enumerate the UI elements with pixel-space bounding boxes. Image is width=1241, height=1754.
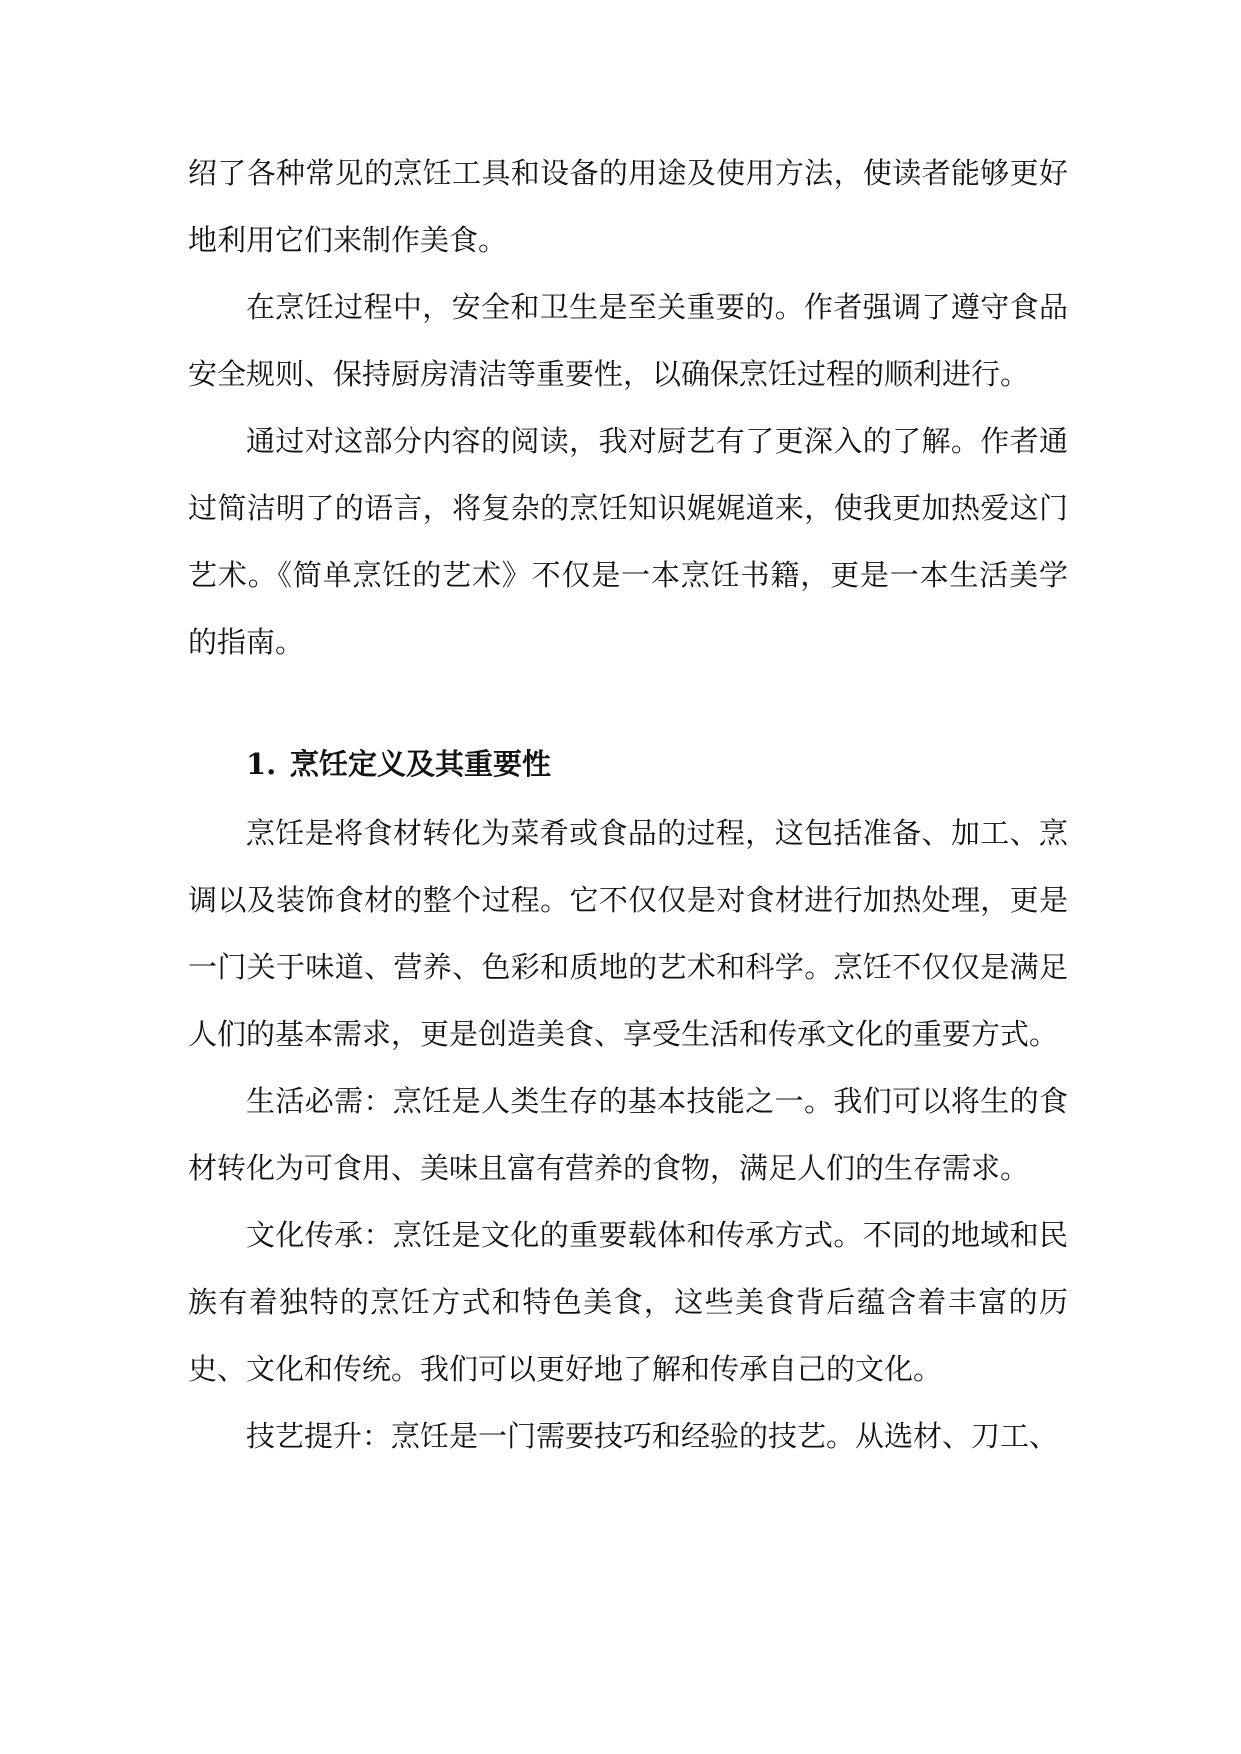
paragraph-tools: 绍了各种常见的烹饪工具和设备的用途及使用方法，使读者能够更好地利用它们来制作美食。 <box>188 156 1068 257</box>
section-number: 1. <box>246 747 277 781</box>
paragraph-culture: 文化传承：烹饪是文化的重要载体和传承方式。不同的地域和民族有着独特的烹饪方式和特色美食，这些美食背后蕴含着丰富的历史、文化和传统。我们可以更好地了解和传承自己的文化。 <box>188 1218 1068 1386</box>
paragraph-skill: 技艺提升：烹饪是一门需要技巧和经验的技艺。从选材、刀工、 <box>246 1419 1059 1453</box>
document-page <box>188 140 1068 1470</box>
paragraph-necessity: 生活必需：烹饪是人类生存的基本技能之一。我们可以将生的食材转化为可食用、美味且富有营养的食物，满足人们的生存需求。 <box>188 1084 1068 1185</box>
paragraph-definition: 烹饪是将食材转化为菜肴或食品的过程，这包括准备、加工、烹调以及装饰食材的整个过程。它不仅仅是对食材进行加热处理，更是一门关于味道、营养、色彩和质地的艺术和科学。烹饪不仅仅是满足人们的基本需求，更是创造美食、享受生活和传承文化的重要方式。 <box>188 816 1068 1051</box>
paragraph-safety: 在烹饪过程中，安全和卫生是至关重要的。作者强调了遵守食品安全规则、保持厨房清洁等重要性，以确保烹饪过程的顺利进行。 <box>188 290 1068 391</box>
paragraph-reflection: 通过对这部分内容的阅读，我对厨艺有了更深入的了解。作者通过简洁明了的语言，将复杂的烹饪知识娓娓道来，使我更加热爱这门艺术。《简单烹饪的艺术》不仅是一本烹饪书籍，更是一本生活美学的指南。 <box>188 424 1068 659</box>
section-heading <box>188 728 1068 800</box>
section-title: 烹饪定义及其重要性 <box>290 747 552 781</box>
